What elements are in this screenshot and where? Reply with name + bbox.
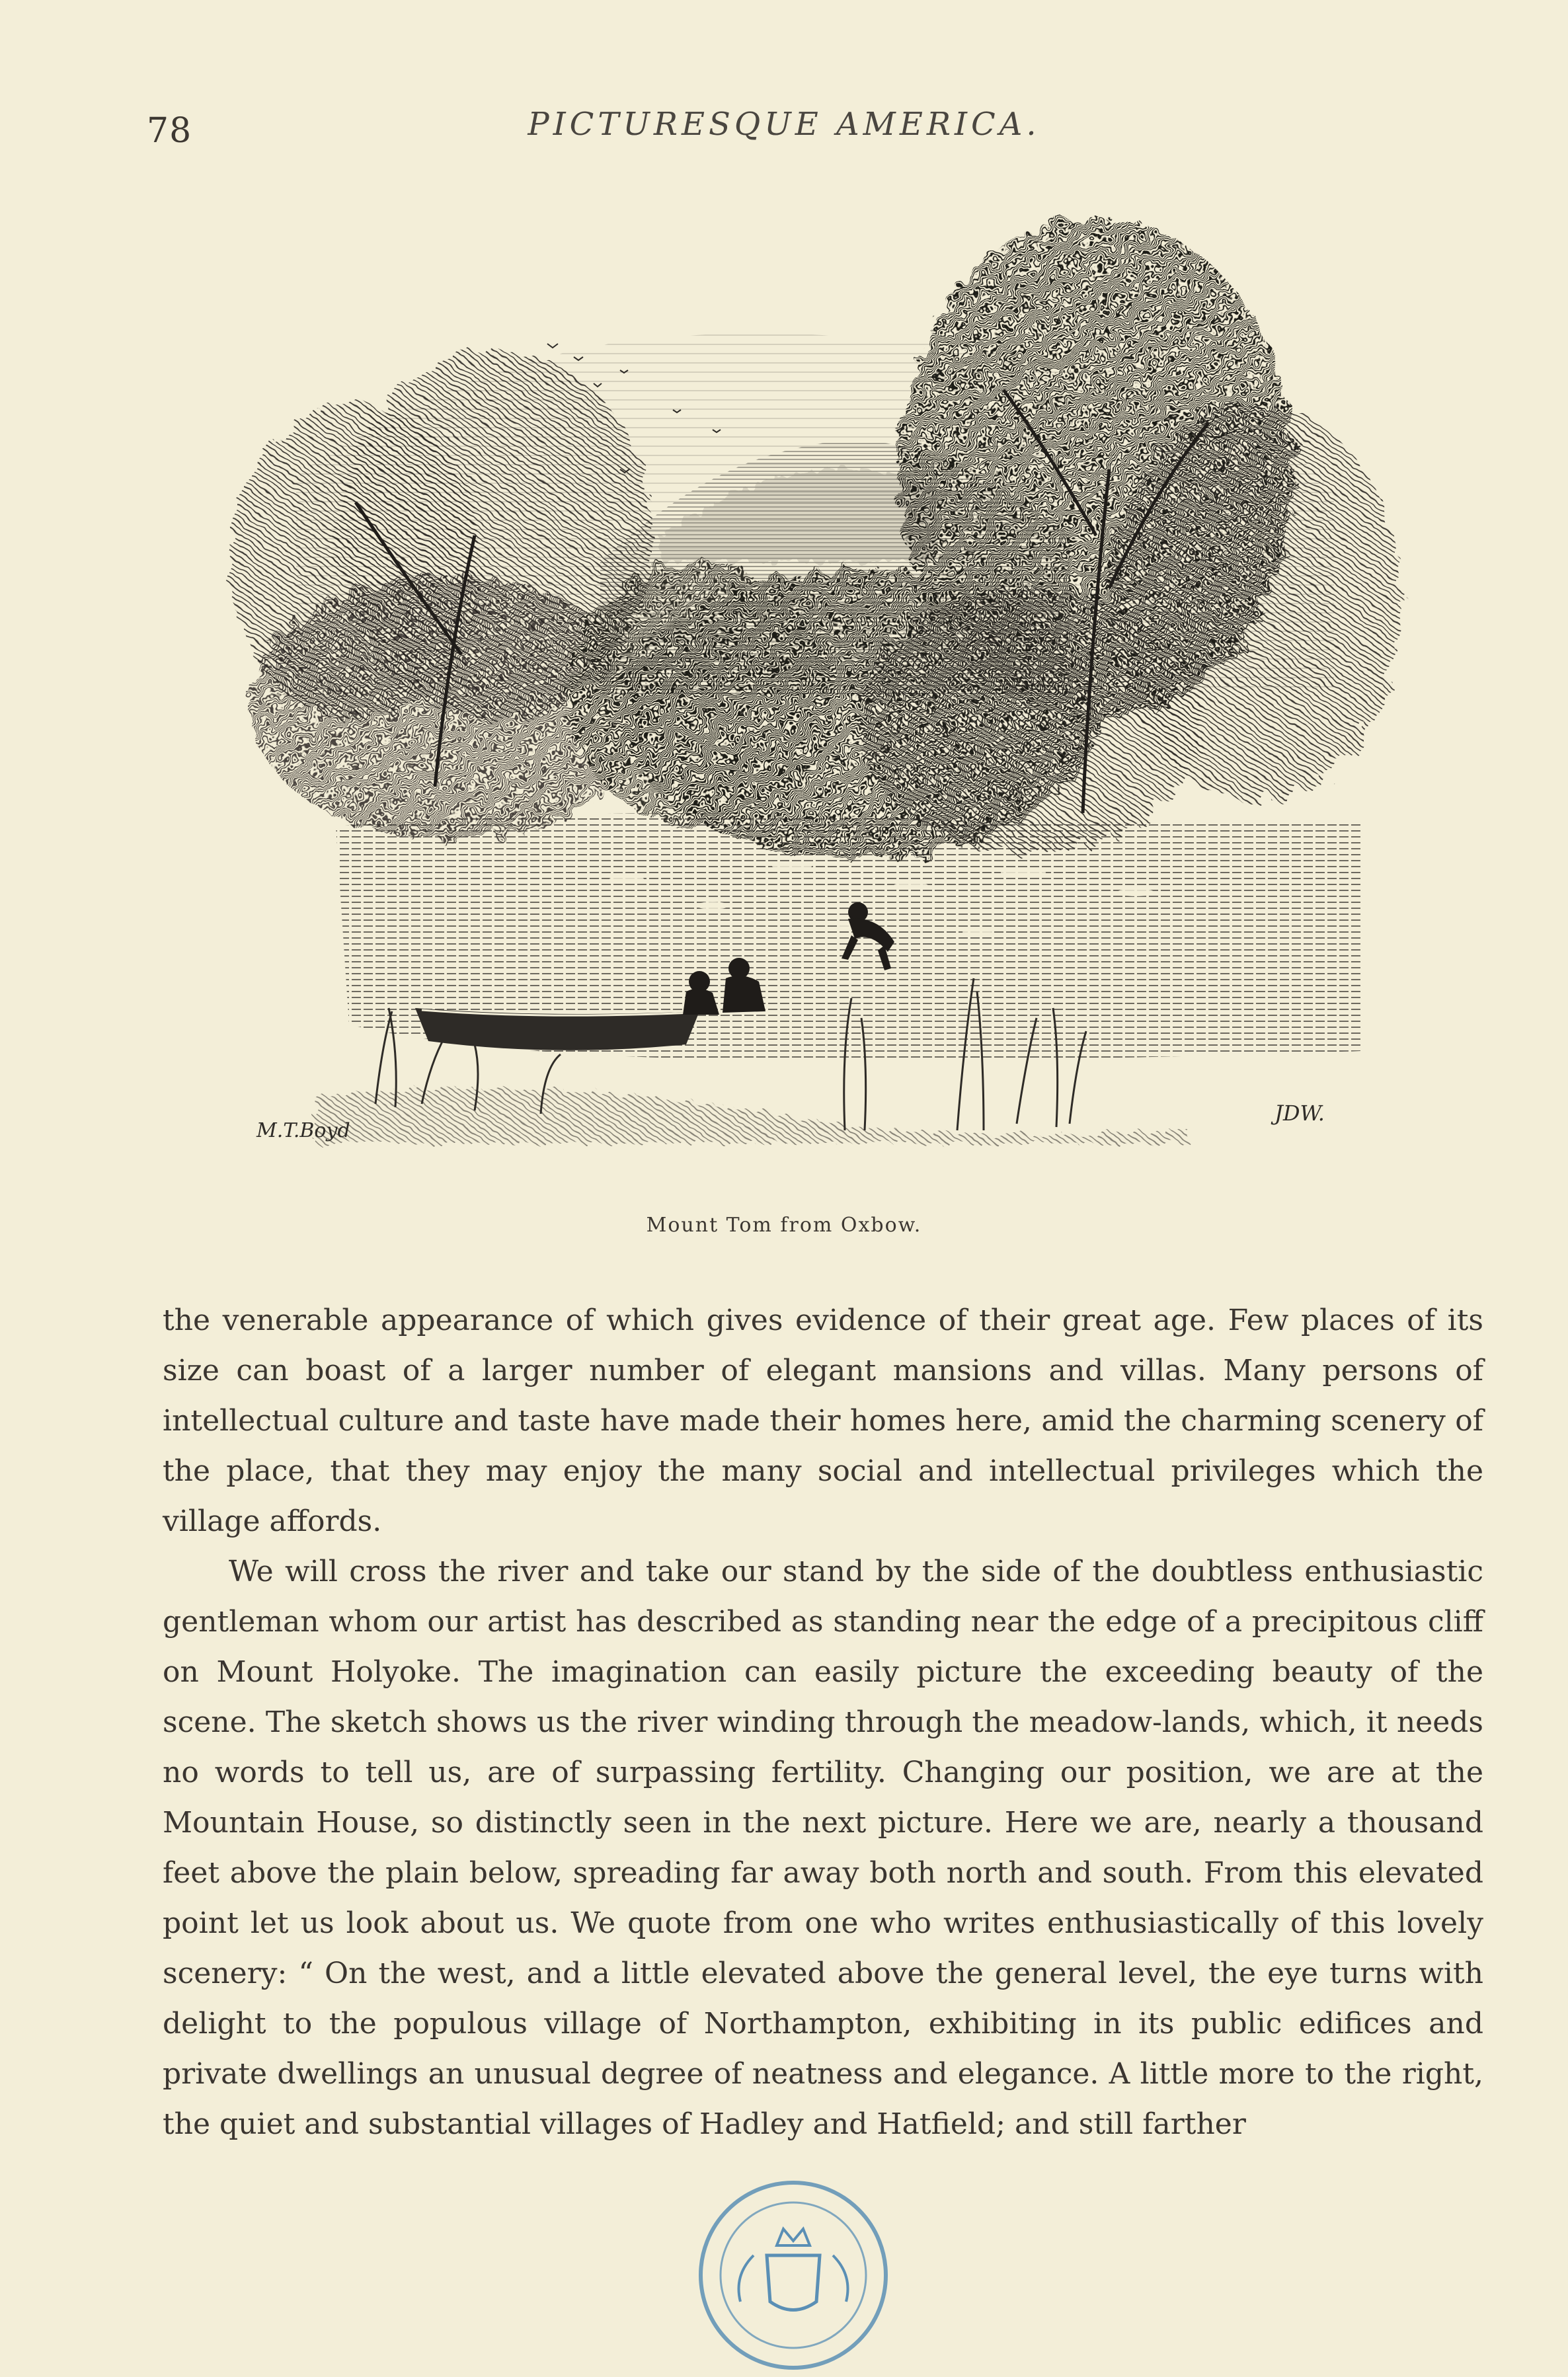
signature-right: JDW. [1274,1101,1325,1126]
body-text [163,1296,1483,2150]
running-title: PICTURESQUE AMERICA. [528,106,1040,143]
page-number: 78 [147,111,192,151]
engraving-scene [197,192,1446,1183]
illustration-caption: Mount Tom from Oxbow. [646,1214,922,1237]
signature-left: M.T.Boyd [256,1119,350,1142]
paragraph: We will cross the river and take our stand by the side of the doubtless enthusiastic gentleman whom our artist has described as standing near the edge of a precipitous cliff on Mount Holyoke. The imagination can easily picture the exceeding beauty of the scene. The sketch shows us the river winding through the meadow-lands, which, it needs no words to tell us, are of surpassing fertility. Changing our position, we are at the Mountain House, so distinctly seen in the next picture. Here we are, nearly a thousand feet above the plain below, spreading far away both north and south. From this elevated point let us look about us. We quote from one who writes enthusiastically of this lovely scenery: “ On the west, and a little elevated above the general level, the eye turns with delight to the populous village of Northampton, exhibiting in its public edifices and private dwellings an unusual degree of neatness and elegance. A little more to the right, the quiet and substantial villages of Hadley and Hatfield; and still farther [163,1555,1483,2141]
crest-icon [694,2176,892,2374]
engraving-illustration [197,192,1446,1183]
museum-stamp [694,2176,892,2374]
paragraph: the venerable appearance of which gives evidence of their great age. Few places of its size can boast of a larger number of elegant mansions and villas. Many persons of intellectual culture and taste have made their homes here, amid the charming scenery of the place, that they may enjoy the many social and intellectual privileges which the village affords. [163,1304,1483,1538]
